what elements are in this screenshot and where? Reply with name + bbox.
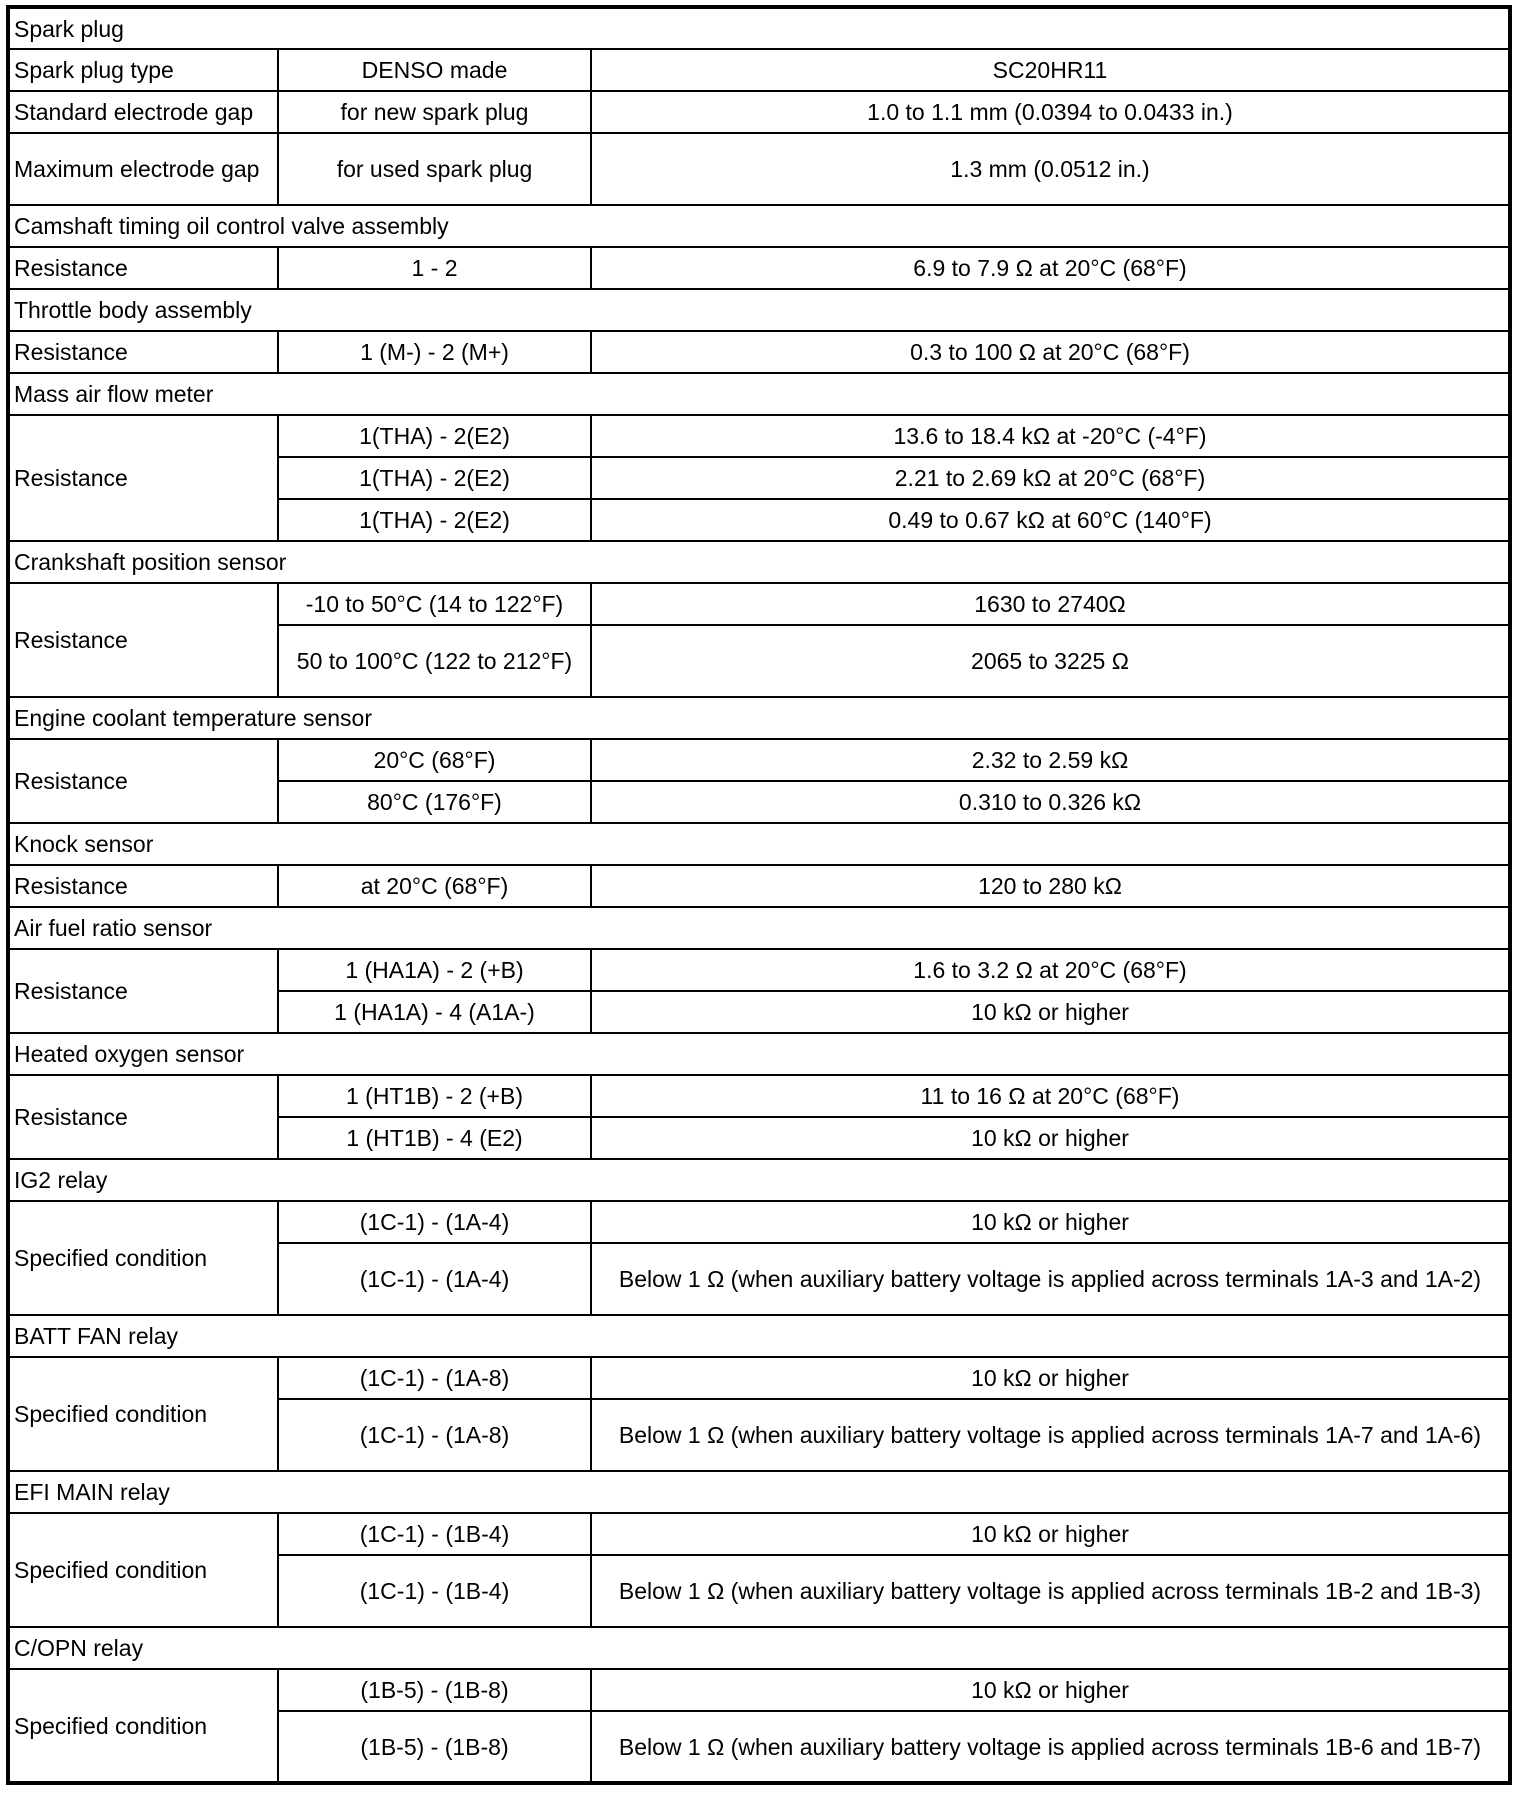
spec-row <box>8 415 1510 457</box>
row-value: Below 1 Ω (when auxiliary battery voltage is applied across terminals 1B-6 and 1B-7) <box>591 1711 1510 1783</box>
spec-row <box>8 133 1510 205</box>
row-condition: (1C-1) - (1B-4) <box>278 1513 591 1555</box>
section-title: Mass air flow meter <box>8 373 1510 415</box>
row-value: 2065 to 3225 Ω <box>591 625 1510 697</box>
row-condition: 1 (HA1A) - 4 (A1A-) <box>278 991 591 1033</box>
section-title: IG2 relay <box>8 1159 1510 1201</box>
row-label: Specified condition <box>8 1513 278 1627</box>
row-label: Standard electrode gap <box>8 91 278 133</box>
section-title: C/OPN relay <box>8 1627 1510 1669</box>
spec-row <box>8 247 1510 289</box>
row-value: 1.6 to 3.2 Ω at 20°C (68°F) <box>591 949 1510 991</box>
row-value: 1630 to 2740Ω <box>591 583 1510 625</box>
row-condition: 1(THA) - 2(E2) <box>278 415 591 457</box>
section-title: Air fuel ratio sensor <box>8 907 1510 949</box>
spec-table <box>6 5 1512 1785</box>
section-header-row <box>8 1033 1510 1075</box>
section-header-row <box>8 205 1510 247</box>
row-condition: (1C-1) - (1B-4) <box>278 1555 591 1627</box>
section-header-row <box>8 823 1510 865</box>
spec-row <box>8 49 1510 91</box>
section-title: Crankshaft position sensor <box>8 541 1510 583</box>
row-value: 120 to 280 kΩ <box>591 865 1510 907</box>
section-title: Engine coolant temperature sensor <box>8 697 1510 739</box>
row-label: Specified condition <box>8 1669 278 1783</box>
row-value: 10 kΩ or higher <box>591 1201 1510 1243</box>
spec-row <box>8 583 1510 625</box>
section-header-row <box>8 1627 1510 1669</box>
row-condition: 1(THA) - 2(E2) <box>278 457 591 499</box>
row-condition: (1B-5) - (1B-8) <box>278 1711 591 1783</box>
row-condition: 1 (HA1A) - 2 (+B) <box>278 949 591 991</box>
row-label: Maximum electrode gap <box>8 133 278 205</box>
row-label: Resistance <box>8 1075 278 1159</box>
section-title: Knock sensor <box>8 823 1510 865</box>
row-label: Resistance <box>8 415 278 541</box>
row-value: 10 kΩ or higher <box>591 1513 1510 1555</box>
row-value: Below 1 Ω (when auxiliary battery voltage is applied across terminals 1A-3 and 1A-2) <box>591 1243 1510 1315</box>
row-value: Below 1 Ω (when auxiliary battery voltage is applied across terminals 1B-2 and 1B-3) <box>591 1555 1510 1627</box>
row-value: 1.3 mm (0.0512 in.) <box>591 133 1510 205</box>
row-value: 10 kΩ or higher <box>591 1357 1510 1399</box>
row-value: Below 1 Ω (when auxiliary battery voltage is applied across terminals 1A-7 and 1A-6) <box>591 1399 1510 1471</box>
row-value: 10 kΩ or higher <box>591 991 1510 1033</box>
row-value: 13.6 to 18.4 kΩ at -20°C (-4°F) <box>591 415 1510 457</box>
row-condition: 1 (M-) - 2 (M+) <box>278 331 591 373</box>
row-condition: 1 - 2 <box>278 247 591 289</box>
row-condition: 20°C (68°F) <box>278 739 591 781</box>
section-title: Throttle body assembly <box>8 289 1510 331</box>
row-label: Resistance <box>8 949 278 1033</box>
section-header-row <box>8 907 1510 949</box>
row-label: Resistance <box>8 247 278 289</box>
row-value: 2.21 to 2.69 kΩ at 20°C (68°F) <box>591 457 1510 499</box>
spec-row <box>8 91 1510 133</box>
row-label: Specified condition <box>8 1201 278 1315</box>
row-value: 0.3 to 100 Ω at 20°C (68°F) <box>591 331 1510 373</box>
row-value: 0.310 to 0.326 kΩ <box>591 781 1510 823</box>
spec-row <box>8 949 1510 991</box>
row-value: 2.32 to 2.59 kΩ <box>591 739 1510 781</box>
section-header-row <box>8 697 1510 739</box>
row-label: Spark plug type <box>8 49 278 91</box>
row-label: Resistance <box>8 739 278 823</box>
row-value: 11 to 16 Ω at 20°C (68°F) <box>591 1075 1510 1117</box>
section-title: BATT FAN relay <box>8 1315 1510 1357</box>
row-condition: (1C-1) - (1A-4) <box>278 1243 591 1315</box>
row-label: Resistance <box>8 583 278 697</box>
section-header-row <box>8 1159 1510 1201</box>
section-title: Camshaft timing oil control valve assembly <box>8 205 1510 247</box>
section-header-row <box>8 373 1510 415</box>
row-label: Resistance <box>8 865 278 907</box>
row-value: 10 kΩ or higher <box>591 1117 1510 1159</box>
spec-row <box>8 331 1510 373</box>
section-header-row <box>8 289 1510 331</box>
section-title: Spark plug <box>8 7 1510 49</box>
row-condition: 50 to 100°C (122 to 212°F) <box>278 625 591 697</box>
row-label: Resistance <box>8 331 278 373</box>
section-header-row <box>8 7 1510 49</box>
row-condition: (1C-1) - (1A-4) <box>278 1201 591 1243</box>
row-condition: for new spark plug <box>278 91 591 133</box>
row-condition: (1C-1) - (1A-8) <box>278 1399 591 1471</box>
row-condition: (1B-5) - (1B-8) <box>278 1669 591 1711</box>
row-condition: (1C-1) - (1A-8) <box>278 1357 591 1399</box>
spec-row <box>8 865 1510 907</box>
spec-row <box>8 1357 1510 1399</box>
section-header-row <box>8 1315 1510 1357</box>
spec-row <box>8 1201 1510 1243</box>
spec-row <box>8 739 1510 781</box>
row-label: Specified condition <box>8 1357 278 1471</box>
spec-row <box>8 1669 1510 1711</box>
row-value: SC20HR11 <box>591 49 1510 91</box>
row-condition: -10 to 50°C (14 to 122°F) <box>278 583 591 625</box>
section-header-row <box>8 1471 1510 1513</box>
row-condition: 1(THA) - 2(E2) <box>278 499 591 541</box>
row-condition: 1 (HT1B) - 2 (+B) <box>278 1075 591 1117</box>
spec-row <box>8 1513 1510 1555</box>
row-condition: DENSO made <box>278 49 591 91</box>
row-value: 6.9 to 7.9 Ω at 20°C (68°F) <box>591 247 1510 289</box>
spec-row <box>8 1075 1510 1117</box>
section-title: Heated oxygen sensor <box>8 1033 1510 1075</box>
row-condition: 1 (HT1B) - 4 (E2) <box>278 1117 591 1159</box>
row-condition: at 20°C (68°F) <box>278 865 591 907</box>
row-value: 10 kΩ or higher <box>591 1669 1510 1711</box>
row-condition: 80°C (176°F) <box>278 781 591 823</box>
row-value: 1.0 to 1.1 mm (0.0394 to 0.0433 in.) <box>591 91 1510 133</box>
section-header-row <box>8 541 1510 583</box>
section-title: EFI MAIN relay <box>8 1471 1510 1513</box>
row-condition: for used spark plug <box>278 133 591 205</box>
row-value: 0.49 to 0.67 kΩ at 60°C (140°F) <box>591 499 1510 541</box>
